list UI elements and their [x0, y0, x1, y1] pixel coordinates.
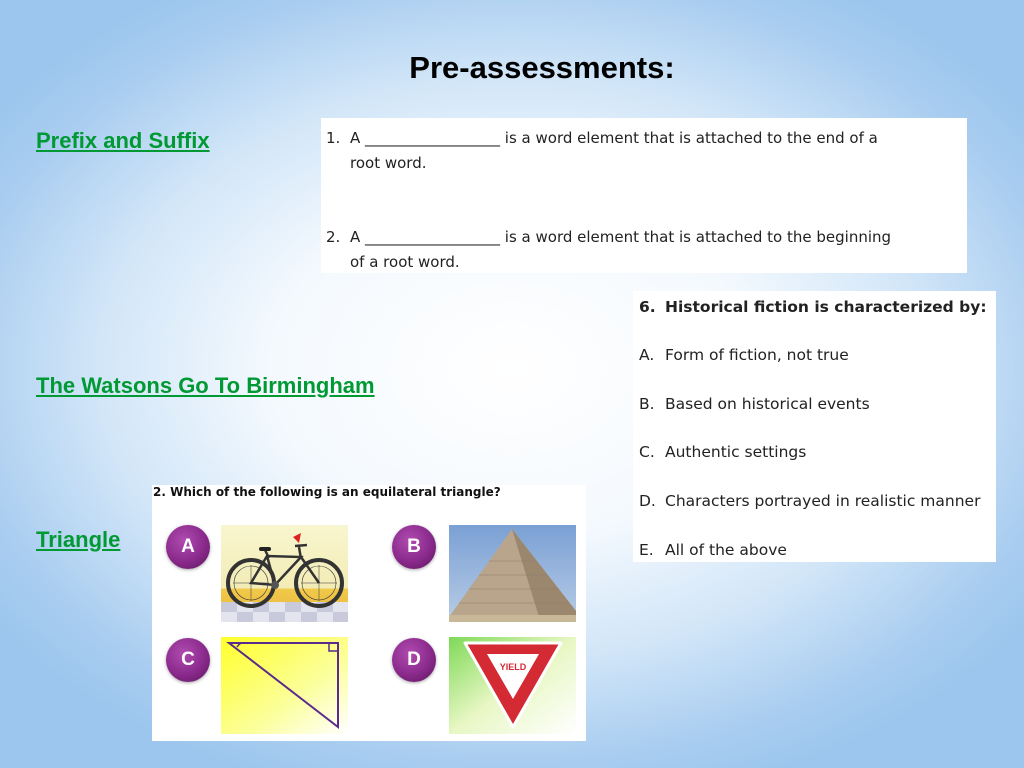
slide-title: Pre-assessments:: [409, 50, 675, 85]
choice-b-badge: B: [392, 525, 436, 569]
prefix-suffix-link[interactable]: Prefix and Suffix: [36, 128, 210, 153]
option-d: D. Characters portrayed in realistic manner: [639, 492, 981, 510]
yield-sign-image: [449, 637, 576, 734]
yield-text: YIELD: [499, 662, 527, 672]
watsons-link[interactable]: The Watsons Go To Birmingham: [36, 373, 375, 398]
prefix-suffix-quiz: [321, 118, 967, 273]
choice-a-badge: A: [166, 525, 210, 569]
choice-c-badge: C: [166, 638, 210, 682]
question-1: 1. A __________________ is a word element that is attached to the end of a root word.: [326, 129, 878, 172]
choice-d-badge: D: [392, 638, 436, 682]
option-c: C. Authentic settings: [639, 443, 807, 461]
triangle-question: 2. Which of the following is an equilateral triangle?: [153, 485, 501, 499]
option-b: B. Based on historical events: [639, 395, 870, 413]
option-e: E. All of the above: [639, 541, 787, 559]
triangle-quiz: [152, 485, 586, 741]
right-triangle-image: [221, 637, 348, 734]
bicycle-image: [221, 525, 348, 622]
question-2: 2. A __________________ is a word element that is attached to the beginning of a root word.: [326, 228, 892, 271]
historical-fiction-quiz: [633, 291, 996, 562]
pyramid-image: [449, 525, 576, 622]
option-a: A. Form of fiction, not true: [639, 346, 849, 364]
fiction-question: 6. Historical fiction is characterized by:: [639, 298, 987, 316]
triangle-link[interactable]: Triangle: [36, 527, 121, 552]
